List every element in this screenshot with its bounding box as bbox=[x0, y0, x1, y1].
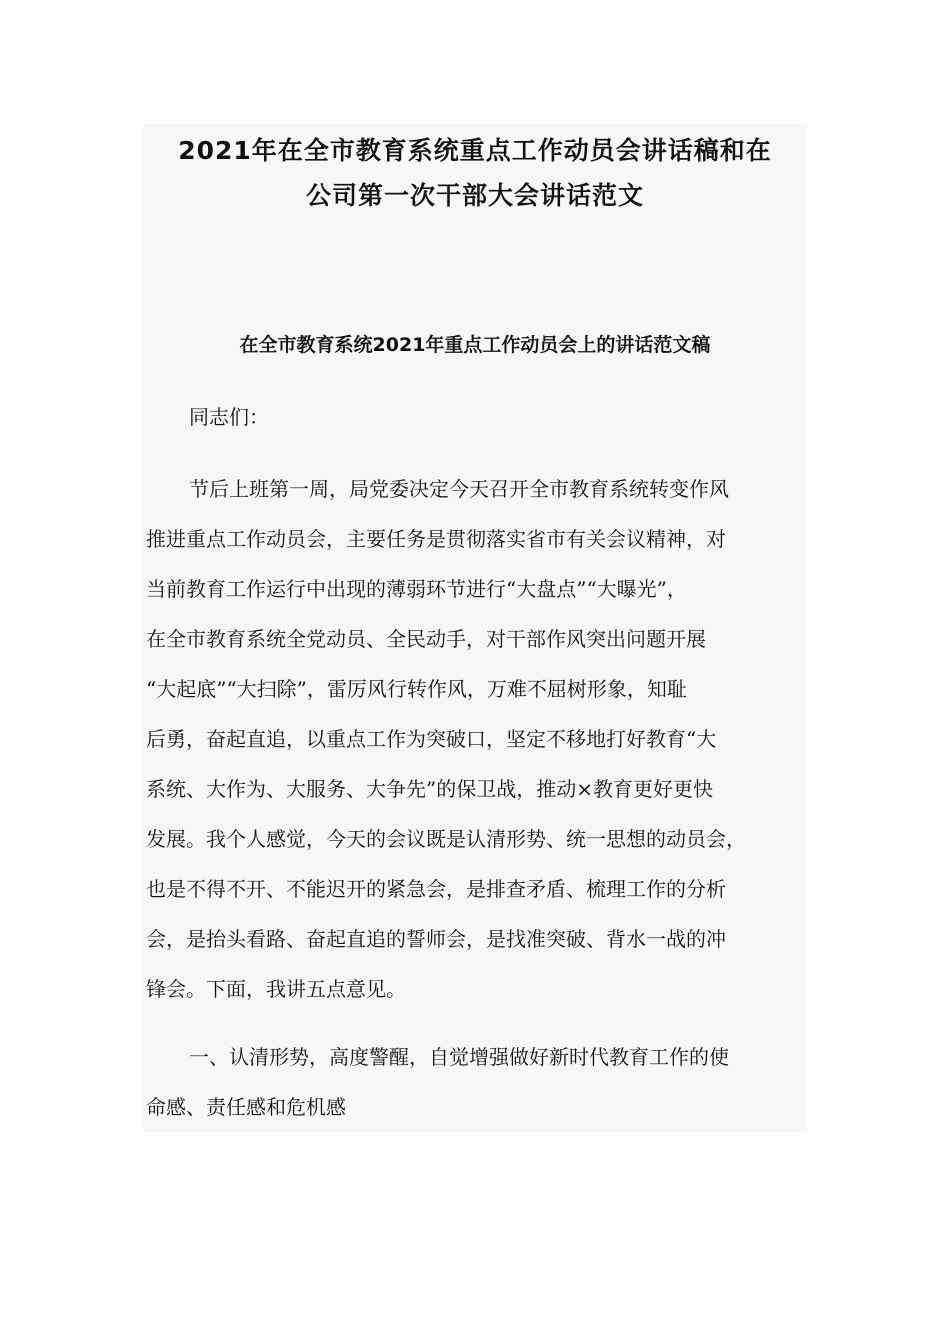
document-title bbox=[143, 128, 807, 218]
paragraph-line: 系统、大作为、大服务、大争先”的保卫战，推动×教育更好更快 bbox=[146, 777, 713, 801]
paragraph-line: 在全市教育系统全党动员、全民动手，对干部作风突出问题开展 bbox=[146, 627, 706, 651]
paragraph-line: “大起底”“大扫除”，雷厉风行转作风，万难不屈树形象，知耻 bbox=[146, 677, 687, 701]
paragraph-line: 发展。我个人感觉，今天的会议既是认清形势、统一思想的动员会， bbox=[146, 827, 746, 851]
paragraph-line: 当前教育工作运行中出现的薄弱环节进行“大盘点”“大曝光”， bbox=[146, 577, 687, 601]
section-heading: 在全市教育系统2021年重点工作动员会上的讲话范文稿 bbox=[239, 334, 711, 356]
title-line-2: 公司第一次干部大会讲话范文 bbox=[305, 181, 644, 210]
title-line-1: 2021年在全市教育系统重点工作动员会讲话稿和在 bbox=[178, 136, 772, 165]
point-one-line: 命感、责任感和危机感 bbox=[146, 1095, 346, 1119]
paragraph-line: 后勇，奋起直追，以重点工作为突破口，坚定不移地打好教育“大 bbox=[146, 727, 717, 751]
point-one-line: 一、认清形势，高度警醒，自觉增强做好新时代教育工作的使 bbox=[189, 1045, 729, 1069]
paragraph-line: 节后上班第一周，局党委决定今天召开全市教育系统转变作风 bbox=[189, 477, 729, 501]
body-paragraph bbox=[146, 464, 810, 1014]
paragraph-line: 锋会。下面，我讲五点意见。 bbox=[146, 977, 406, 1001]
paragraph-line: 推进重点工作动员会，主要任务是贯彻落实省市有关会议精神，对 bbox=[146, 527, 726, 551]
point-one-heading bbox=[146, 1032, 810, 1132]
paragraph-line: 也是不得不开、不能迟开的紧急会，是排查矛盾、梳理工作的分析 bbox=[146, 877, 726, 901]
salutation: 同志们： bbox=[189, 405, 269, 429]
paragraph-line: 会，是抬头看路、奋起直追的誓师会，是找准突破、背水一战的冲 bbox=[146, 927, 726, 951]
